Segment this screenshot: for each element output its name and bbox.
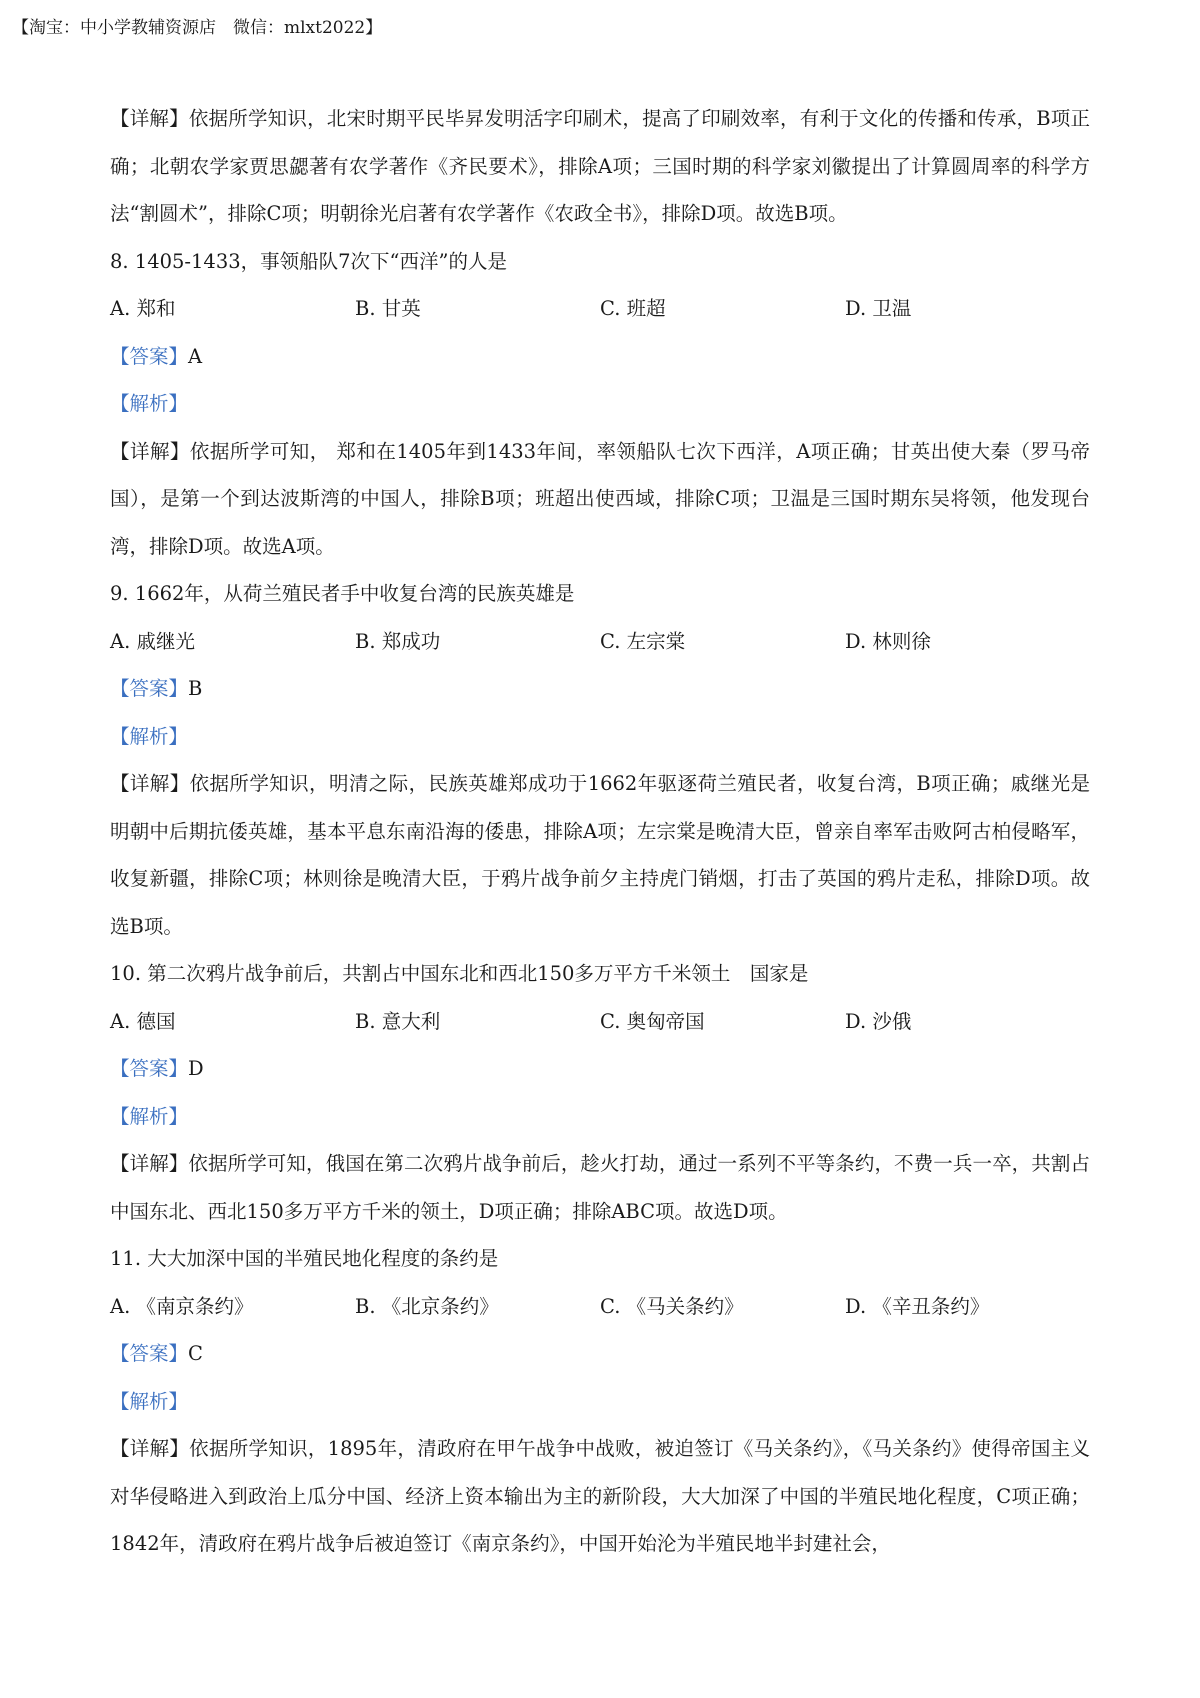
answer-tag: 【答案】 bbox=[110, 677, 189, 700]
document-body bbox=[110, 95, 1090, 1568]
option-c: C. 左宗棠 bbox=[600, 629, 686, 653]
q8-options bbox=[110, 285, 1090, 333]
option-d: D. 卫温 bbox=[845, 297, 912, 320]
option-d: D. 《辛丑条约》 bbox=[845, 1294, 990, 1318]
answer-tag: 【答案】 bbox=[110, 344, 189, 368]
q10-stem: 10. 第二次鸦片战争前后，共割占中国东北和西北150多万平方千米领土 国家是 bbox=[110, 962, 809, 985]
q8-stem: 8. 1405-1433，事领船队7次下“西洋”的人是 bbox=[110, 249, 507, 273]
detail-tag: 【详解】 bbox=[110, 107, 189, 130]
analysis-tag: 【解析】 bbox=[110, 392, 189, 415]
option-b: B. 《北京条约》 bbox=[355, 1294, 499, 1318]
q11-analysis bbox=[110, 1378, 1090, 1426]
detail-tag: 【详解】 bbox=[110, 1152, 189, 1175]
q8-analysis bbox=[110, 380, 1090, 428]
detail-tag: 【详解】 bbox=[110, 1437, 190, 1460]
q11-options bbox=[110, 1283, 1090, 1331]
option-a: A. 《南京条约》 bbox=[110, 1294, 254, 1318]
option-a: A. 德国 bbox=[110, 1009, 176, 1033]
q11-detail bbox=[110, 1425, 1090, 1568]
detail-tag: 【详解】 bbox=[110, 772, 190, 795]
answer-value: A bbox=[188, 344, 203, 368]
q11-stem: 11. 大大加深中国的半殖民地化程度的条约是 bbox=[110, 1247, 499, 1270]
answer-tag: 【答案】 bbox=[110, 1057, 189, 1080]
detail-text: 依据所学知识，北宋时期平民毕昇发明活字印刷术，提高了印刷效率，有利于文化的传播和传承，B项正确；北朝农学家贾思勰著有农学著作《齐民要术》，排除A项；三国时期的科学家刘徽提出了计算圆周率的科学方法“割圆术”，排除C项；明朝徐光启著有农学著作《农政全书》，排除D项。故选B项。 bbox=[110, 107, 1090, 225]
option-b: B. 郑成功 bbox=[355, 629, 441, 653]
q9-answer bbox=[110, 665, 1090, 713]
q10-options bbox=[110, 998, 1090, 1046]
q7-detail bbox=[110, 95, 1090, 238]
detail-text: 依据所学知识，1895年，清政府在甲午战争中战败，被迫签订《马关条约》，《马关条约》使得帝国主义对华侵略进入到政治上瓜分中国、经济上资本输出为主的新阶段，大大加深了中国的半殖民地化程度，C项正确；1842年，清政府在鸦片战争后被迫签订《南京条约》，中国开始沦为半殖民地半封建社会， bbox=[110, 1437, 1090, 1555]
option-b: B. 意大利 bbox=[355, 1009, 441, 1033]
q10-analysis bbox=[110, 1093, 1090, 1141]
option-c: C. 班超 bbox=[600, 297, 666, 320]
option-a: A. 戚继光 bbox=[110, 629, 195, 653]
q10-detail bbox=[110, 1140, 1090, 1235]
analysis-tag: 【解析】 bbox=[110, 724, 189, 748]
detail-tag: 【详解】 bbox=[110, 439, 190, 463]
q8-detail bbox=[110, 428, 1090, 571]
option-d: D. 林则徐 bbox=[845, 629, 931, 653]
option-a: A. 郑和 bbox=[110, 297, 176, 320]
analysis-tag: 【解析】 bbox=[110, 1104, 189, 1128]
q9-detail bbox=[110, 760, 1090, 950]
detail-text: 依据所学知识，明清之际，民族英雄郑成功于1662年驱逐荷兰殖民者，收复台湾，B项正确；戚继光是明朝中后期抗倭英雄，基本平息东南沿海的倭患，排除A项；左宗棠是晚清大臣，曾亲自率军击败阿古柏侵略军，收复新疆，排除C项；林则徐是晚清大臣，于鸦片战争前夕主持虎门销烟，打击了英国的鸦片走私，排除D项。故选B项。 bbox=[110, 772, 1090, 938]
q9-analysis bbox=[110, 713, 1090, 761]
option-c: C. 奥匈帝国 bbox=[600, 1009, 705, 1033]
q9-options bbox=[110, 618, 1090, 666]
option-c: C. 《马关条约》 bbox=[600, 1294, 744, 1318]
option-d: D. 沙俄 bbox=[845, 1009, 912, 1033]
answer-tag: 【答案】 bbox=[110, 1342, 189, 1365]
page-header: 【淘宝：中小学教辅资源店 微信：mlxt2022】 bbox=[12, 18, 383, 38]
detail-text: 依据所学可知，俄国在第二次鸦片战争前后，趁火打劫，通过一系列不平等条约，不费一兵一卒，共割占中国东北、西北150多万平方千米的领土，D项正确；排除ABC项。故选D项。 bbox=[110, 1152, 1090, 1223]
q11-answer bbox=[110, 1330, 1090, 1378]
q8-answer bbox=[110, 333, 1090, 381]
option-b: B. 甘英 bbox=[355, 297, 421, 320]
q10-answer bbox=[110, 1045, 1090, 1093]
analysis-tag: 【解析】 bbox=[110, 1389, 189, 1413]
answer-value: B bbox=[188, 677, 203, 700]
detail-text: 依据所学可知， 郑和在1405年到1433年间，率领船队七次下西洋，A项正确；甘英出使大秦（罗马帝国），是第一个到达波斯湾的中国人，排除B项；班超出使西域，排除C项；卫温是三国时期东吴将领，他发现台湾，排除D项。故选A项。 bbox=[110, 439, 1090, 558]
q9-stem: 9. 1662年，从荷兰殖民者手中收复台湾的民族英雄是 bbox=[110, 582, 575, 605]
answer-value: D bbox=[188, 1057, 204, 1080]
answer-value: C bbox=[188, 1342, 203, 1365]
